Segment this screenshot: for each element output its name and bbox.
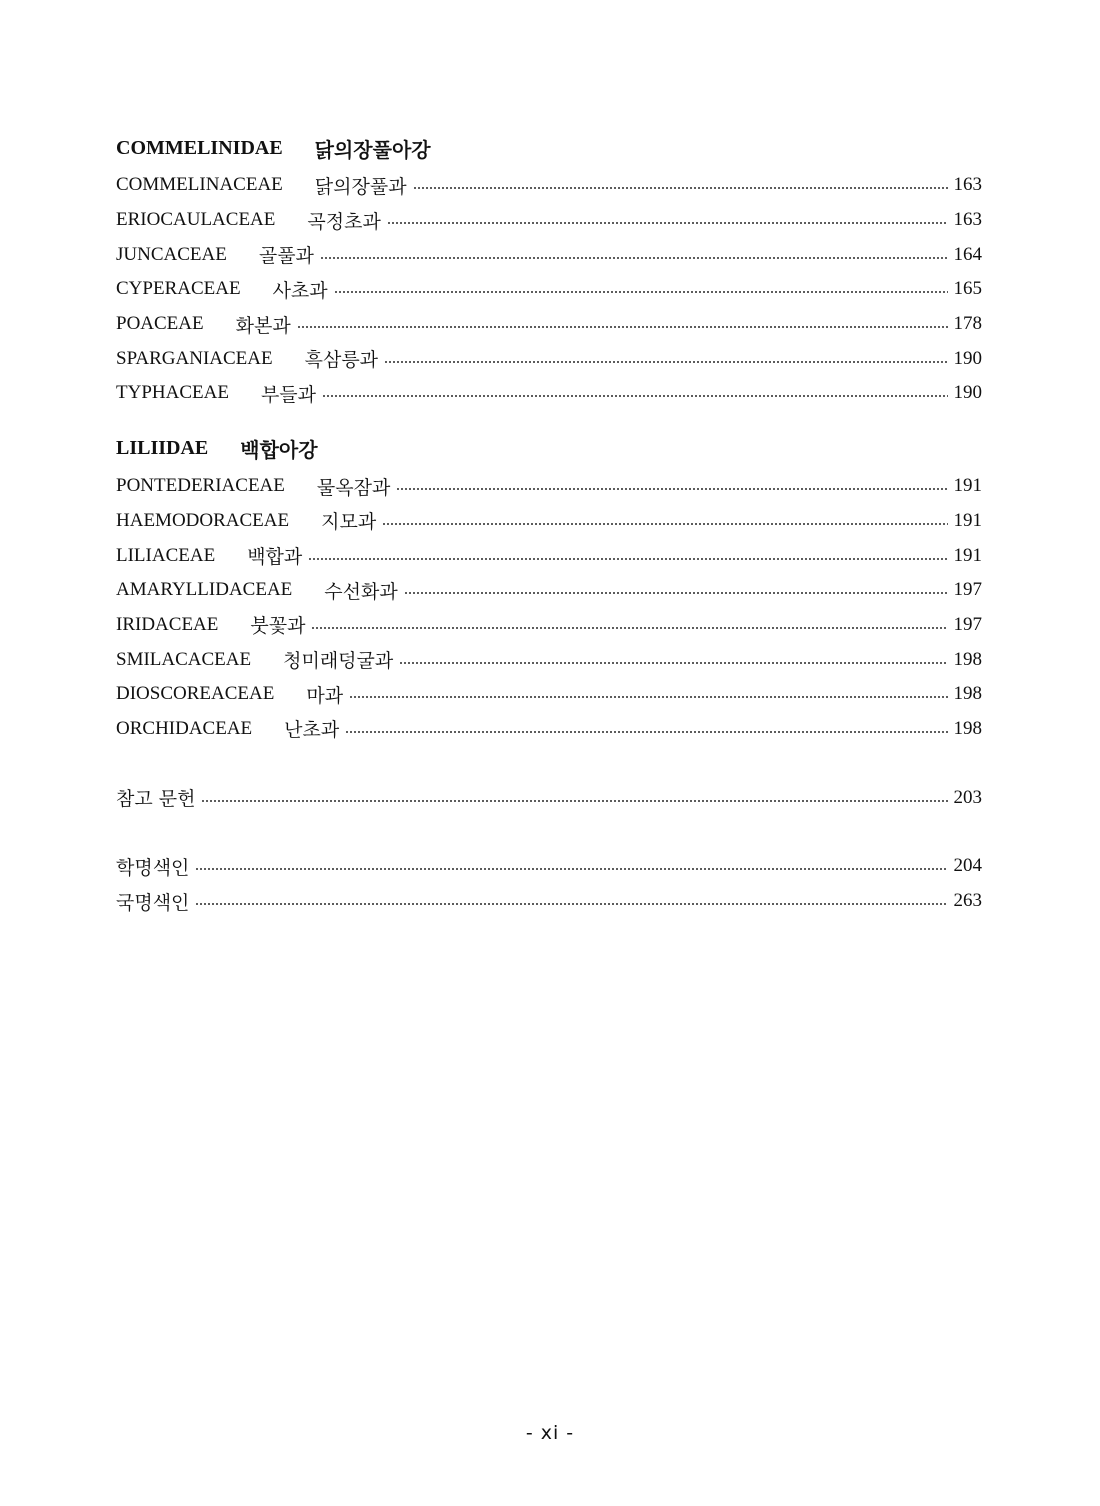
- toc-entry[interactable]: [116, 203, 982, 238]
- entry-name-en: IRIDACEAE: [116, 613, 219, 635]
- dot-leader: [195, 903, 947, 905]
- entry-page: 191: [953, 475, 982, 497]
- page-number-footer: - xi -: [525, 1422, 575, 1444]
- toc-entry[interactable]: [116, 642, 982, 677]
- dot-leader: [297, 326, 948, 328]
- dot-leader: [322, 395, 947, 397]
- entry-page: 164: [953, 243, 982, 265]
- dot-leader: [311, 627, 947, 629]
- entry-name-en: DIOSCOREACEAE: [116, 683, 275, 705]
- entry-name-en: POACEAE: [116, 313, 204, 335]
- entry-page: 178: [953, 313, 982, 335]
- toc-entry[interactable]: [116, 504, 982, 539]
- section-title-en: COMMELINIDAE: [116, 136, 283, 159]
- entry-name-en: HAEMODORACEAE: [116, 509, 290, 531]
- section-title-ko: 닭의장풀아강: [314, 137, 431, 162]
- dot-leader: [320, 257, 948, 259]
- index-page: 263: [953, 890, 982, 912]
- entry-name-ko: 청미래덩굴과: [283, 650, 394, 673]
- entry-name-en: CYPERACEAE: [116, 278, 241, 300]
- toc-entry[interactable]: [116, 341, 982, 376]
- section-heading: [116, 128, 982, 168]
- entry-page: 190: [953, 347, 982, 369]
- entry-name-ko: 지모과: [321, 511, 377, 534]
- toc-entry[interactable]: [116, 712, 982, 747]
- dot-leader: [384, 361, 947, 363]
- entry-name-ko: 부들과: [260, 383, 317, 406]
- table-of-contents: [116, 128, 982, 918]
- entry-name-ko: 골풀과: [258, 245, 314, 268]
- entry-name-ko: 백합과: [247, 546, 303, 569]
- entry-name-en: LILIACEAE: [116, 544, 216, 566]
- index-label: 학명색인: [116, 856, 190, 879]
- dot-leader: [396, 488, 947, 490]
- entry-name-ko: 흑삼릉과: [304, 349, 379, 372]
- spacer: [116, 746, 982, 780]
- entry-page: 198: [953, 717, 982, 739]
- dot-leader: [387, 222, 948, 224]
- scientific-name-index-entry[interactable]: [116, 849, 982, 884]
- spacer: [116, 815, 982, 849]
- entry-name-ko: 닭의장풀과: [314, 175, 407, 198]
- entry-name-en: COMMELINACEAE: [116, 174, 283, 196]
- entry-name-en: ORCHIDACEAE: [116, 717, 253, 739]
- entry-name-ko: 난초과: [284, 719, 340, 742]
- toc-entry[interactable]: [116, 573, 982, 608]
- entry-name-ko: 곡정초과: [307, 210, 381, 233]
- index-page: 204: [953, 855, 982, 877]
- index-label: 국명색인: [116, 891, 190, 914]
- entry-page: 190: [953, 382, 982, 404]
- dot-leader: [399, 662, 947, 664]
- dot-leader: [195, 868, 947, 870]
- entry-page: 191: [953, 509, 982, 531]
- entry-name-en: JUNCACEAE: [116, 243, 227, 265]
- entry-name-ko: 마과: [306, 684, 344, 707]
- section-title-en: LILIIDAE: [116, 437, 209, 460]
- dot-leader: [345, 731, 947, 733]
- korean-name-index-entry[interactable]: [116, 884, 982, 919]
- entry-page: 197: [953, 579, 982, 601]
- toc-entry[interactable]: [116, 608, 982, 643]
- toc-entry[interactable]: [116, 677, 982, 712]
- toc-entry[interactable]: [116, 376, 982, 411]
- dot-leader: [201, 800, 947, 802]
- entry-name-en: SMILACACEAE: [116, 648, 252, 670]
- entry-page: 163: [953, 174, 982, 196]
- references-entry[interactable]: [116, 780, 982, 815]
- entry-name-ko: 화본과: [235, 314, 291, 337]
- dot-leader: [382, 523, 947, 525]
- section-heading: [116, 429, 982, 469]
- entry-page: 191: [953, 544, 982, 566]
- dot-leader: [413, 187, 948, 189]
- entry-name-en: AMARYLLIDACEAE: [116, 579, 293, 601]
- dot-leader: [334, 291, 948, 293]
- section-entries: [116, 469, 982, 747]
- entry-name-en: ERIOCAULACEAE: [116, 209, 276, 231]
- entry-name-ko: 사초과: [272, 279, 328, 302]
- toc-entry[interactable]: [116, 538, 982, 573]
- toc-entry[interactable]: [116, 469, 982, 504]
- entry-name-en: PONTEDERIACEAE: [116, 475, 285, 497]
- entry-name-en: SPARGANIACEAE: [116, 347, 273, 369]
- toc-entry[interactable]: [116, 237, 982, 272]
- entry-name-ko: 수선화과: [324, 580, 398, 603]
- references-label: 참고 문헌: [116, 788, 196, 811]
- references-page: 203: [953, 786, 982, 808]
- entry-page: 197: [953, 613, 982, 635]
- entry-name-ko: 붓꽃과: [250, 615, 306, 638]
- dot-leader: [349, 696, 947, 698]
- entry-name-en: TYPHACEAE: [116, 382, 229, 404]
- entry-page: 165: [953, 278, 982, 300]
- toc-entry[interactable]: [116, 168, 982, 203]
- dot-leader: [308, 558, 947, 560]
- entry-page: 198: [953, 683, 982, 705]
- section-title-ko: 백합아강: [240, 438, 318, 463]
- entry-page: 198: [953, 648, 982, 670]
- entry-name-ko: 물옥잠과: [316, 476, 391, 499]
- dot-leader: [404, 592, 948, 594]
- section-entries: [116, 168, 982, 411]
- toc-entry[interactable]: [116, 307, 982, 342]
- spacer: [116, 411, 982, 429]
- toc-entry[interactable]: [116, 272, 982, 307]
- entry-page: 163: [953, 209, 982, 231]
